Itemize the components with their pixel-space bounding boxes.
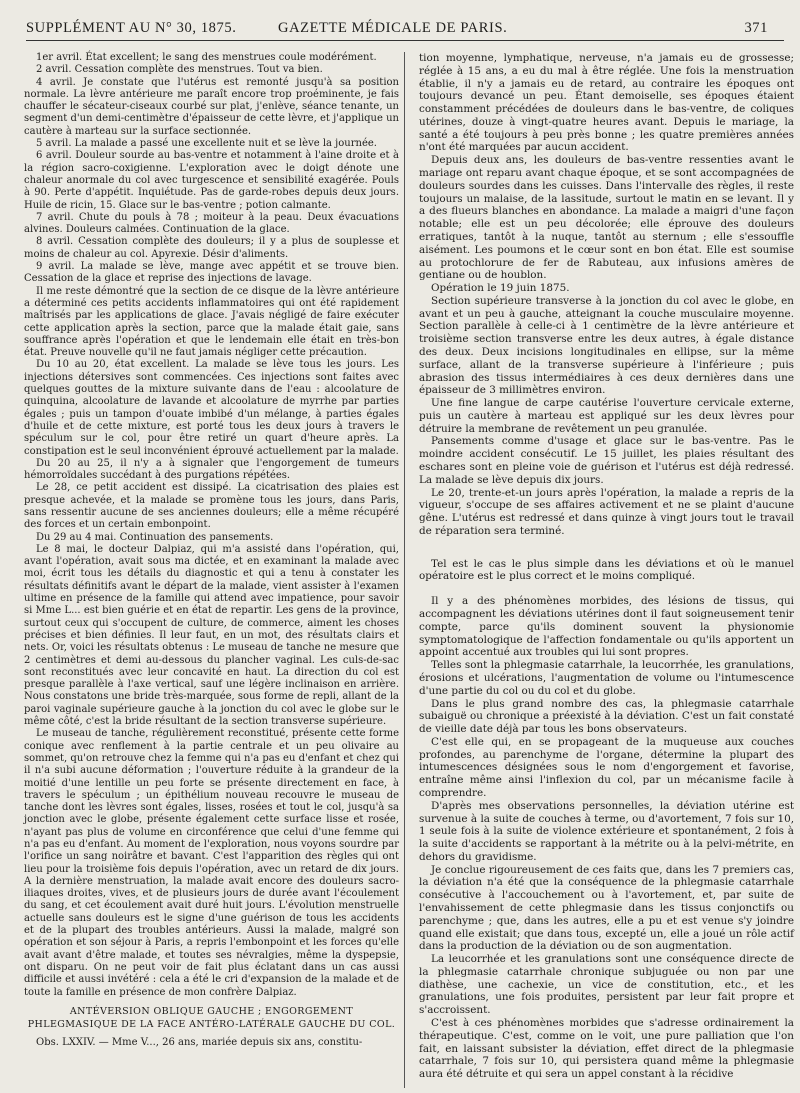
- paragraph: Opération le 19 juin 1875.: [431, 282, 570, 295]
- right-column: [419, 52, 794, 1081]
- paragraph: Il me reste démontré que la section de ce disque de la lèvre antérieure a déterminé ces petits accidents inflammatoires qui ont été rapidement maîtrisés par les applications de glace. J'avais négligé de faire exécuter cette application après la section, parce que la malade était gaie, sans souffrance après l'opération et que le lendemain elle était en très-bon état. Preuve nouvelle qu'il ne faut jamais négliger cette précaution.: [24, 285, 399, 359]
- paragraph: Le museau de tanche, régulièrement reconstitué, présente cette forme conique avec renflement à la partie centrale et un peu olivaire au sommet, qu'on retrouve chez la femme qui n'a pas eu d'enfant et chez qui il n'a subi aucune déformation ; l'ouverture réduite à la grandeur de la moitié d'une lentille un peu forte se présente directement en face, à travers le spéculum ; un épithélium nouveau recouvre le museau de tanche dont les lèvres sont égales, lisses, rosées et tout le col, jusqu'à sa jonction avec le globe, présente également cette surface lisse et rosée, n'ayant pas plus de volume en circonférence que celui d'une femme qui n'a pas eu d'enfant. Au moment de l'exploration, nous voyons sourdre par l'orifice un sang noirâtre et bavant. C'est l'apparition des règles qui ont lieu pour la troisième fois depuis l'opération, avec un retard de dix jours. A la dernière menstruation, la malade avait encore des douleurs sacro-iliaques droites, vives, et de plusieurs jours de durée avant l'écoulement du sang, et cet écoulement avait duré huit jours. L'évolution menstruelle actuelle sans douleurs est le signe d'une guérison de tous les accidents et de la plupart des troubles antérieurs. Aussi la malade, malgré son opération et son séjour à Paris, a repris l'embonpoint et les forces qu'elle avait avant d'être malade, et toutes ses névralgies, même la dyspepsie, ont disparu. On ne peut voir de fait plus éclatant dans un cas aussi difficile et aussi invétéré : cela a été le cri d'expansion de la malade et de toute la famille en présence de mon confrère Dalpiaz.: [24, 728, 399, 998]
- paragraph: Du 10 au 20, état excellent. La malade se lève tous les jours. Les injections détersives sont commencées. Ces injections sont faites avec quelques gouttes de la mixture suivante dans de l'eau : alcoolature de quinquina, alcoolature de lavande et alcoolature de myrrhe par parties égales ; puis un tampon d'ouate imbibé d'un mélange, à parties égales d'huile et de cette mixture, est porté tous les deux jours à travers le spéculum sur le col, pour être retiré un quart d'heure après. La constipation est le seul inconvénient éprouvé actuellement par la malade.: [24, 359, 399, 457]
- paragraph: 5 avril. La malade a passé une excellente nuit et se lève la journée.: [36, 138, 377, 150]
- paragraph: 6 avril. Douleur sourde au bas-ventre et notamment à l'aine droite et à la région sacro-coxigienne. L'exploration avec le doigt dénote une chaleur anormale du col avec turgescence et sensibilité exagérée. Pouls à 90. Perte d'appétit. Inquiétude. Pas de garde-robes depuis deux jours. Huile de ricin, 15. Glace sur le bas-ventre ; potion calmante.: [24, 150, 399, 211]
- paragraph: Je conclue rigoureusement de ces faits que, dans les 7 premiers cas, la déviation n'a été que la conséquence de la phlegmasie catarrhale consécutive à l'accouchement ou à l'avortement, et, par suite de l'envahissement de cette phlegmasie dans les tissus conjonctifs ou parenchyme ; que, dans les autres, elle a pu et est venue s'y joindre quand elle existait; que dans tous, excepté un, elle a joué un rôle actif dans la production de la déviation ou de son augmentation.: [419, 863, 794, 953]
- paragraph: Dans le plus grand nombre des cas, la phlegmasie catarrhale subaiguë ou chronique a préexisté à la déviation. C'est un fait constaté de vieille date déjà par tous les bons observateurs.: [419, 697, 794, 736]
- paragraph: tion moyenne, lymphatique, nerveuse, n'a jamais eu de grossesse; réglée à 15 ans, a eu du mal à être réglée. Une fois la menstruation établie, il n'y a jamais eu de retard, au contraire les époques ont toujours devancé un peu. Étant demoiselle, ses époques étaient constamment précédées de douleurs dans le bas-ventre, de coliques utérines, douze à vingt-quatre heures avant. Depuis le mariage, la santé a été toujours à peu près bonne ; les quatre premières années n'ont été marquées par aucun accident.: [419, 52, 794, 154]
- paragraph: Depuis deux ans, les douleurs de bas-ventre ressenties avant le mariage ont reparu avant chaque époque, et se sont accompagnées de douleurs sourdes dans les cuisses. Dans l'intervalle des règles, il reste toujours un malaise, de la lassitude, surtout le matin en se levant. Il y a des flueurs blanches en abondance. La malade a maigri d'une façon notable; elle est un peu décolorée; elle éprouve des douleurs erratiques, tantôt à la nuque, tantôt au sternum ; elle s'essouffle aisément. Les poumons et le cœur sont en bon état. Elle est soumise au protochlorure de fer de Rabuteau, aux infusions amères de gentiane ou de houblon.: [419, 154, 794, 282]
- paragraph: Le 20, trente-et-un jours après l'opération, la malade a repris de la vigueur, s'occupe de ses affaires activement et ne se plaint d'aucune gêne. L'utérus est redressé et dans quinze à vingt jours tout le travail de réparation sera terminé.: [419, 486, 794, 537]
- paragraph: Le 28, ce petit accident est dissipé. La cicatrisation des plaies est presque achevée, et la malade se promène tous les jours, dans Paris, sans ressentir aucune de ses anciennes douleurs; elle a même récupéré des forces et un certain embonpoint.: [24, 482, 399, 531]
- paragraph: Tel est le cas le plus simple dans les déviations et où le manuel opératoire est le plus correct et le moins compliqué.: [419, 557, 794, 583]
- left-column: [24, 52, 399, 1049]
- paragraph: La leucorrhée et les granulations sont une conséquence directe de la phlegmasie catarrhale chronique subjuguée ou non par une diathèse, une cachexie, un vice de constitution, etc., et les granulations, une fois produites, persistent par leur fait propre et s'accroissent.: [419, 953, 794, 1017]
- paragraph: 8 avril. Cessation complète des douleurs; il y a plus de souplesse et moins de chaleur au col. Apyrexie. Désir d'aliments.: [24, 236, 399, 260]
- paragraph: Du 29 au 4 mai. Continuation des pansements.: [36, 531, 274, 543]
- page-header: [26, 14, 778, 40]
- paragraph: C'est elle qui, en se propageant de la muqueuse aux couches profondes, au parenchyme de l'organe, détermine la plupart des intumescences désignées sous le nom d'engorgement et favorise, entraîne même ainsi l'inflexion du col, par un mécanisme facile à comprendre.: [419, 735, 794, 799]
- paragraph: 1er avril. État excellent; le sang des menstrues coule modérément.: [36, 52, 377, 63]
- column-divider: [404, 52, 405, 1088]
- paragraph: 4 avril. Je constate que l'utérus est remonté jusqu'à sa position normale. La lèvre antérieure me paraît encore trop proéminente, je fais chauffer le sécateur-ciseaux courbé sur plat, j'enlève, séance tenante, un segment d'un demi-centimètre d'épaisseur de cette lèvre, et j'applique un cautère à marteau sur la surface sectionnée.: [24, 76, 399, 137]
- journal-title: GAZETTE MÉDICALE DE PARIS.: [278, 20, 508, 36]
- paragraph: Il y a des phénomènes morbides, des lésions de tissus, qui accompagnent les déviations utérines dont il faut soigneusement tenir compte, parce qu'ils dominent souvent la physionomie symptomatologique de l'affection fondamentale ou qu'ils apportent un appoint accentué aux troubles qui lui sont propres.: [419, 595, 794, 659]
- paragraph: C'est à ces phénomènes morbides que s'adresse ordinairement la thérapeutique. C'est, comme on le voit, une pure palliation que l'on fait, en laissant subsister la déviation, effet direct de la phlegmasie catarrhale, 7 fois sur 10, qui persistera quand même la phlegmasie aura été détruite et qui sera un appel constant à la récidive: [419, 1017, 794, 1081]
- supplement-label: SUPPLÉMENT AU N° 30, 1875.: [26, 20, 237, 36]
- paragraph: 2 avril. Cessation complète des menstrues. Tout va bien.: [36, 64, 323, 76]
- paragraph: 7 avril. Chute du pouls à 78 ; moiteur à la peau. Deux évacuations alvines. Douleurs calmées. Continuation de la glace.: [24, 211, 399, 236]
- header-rule: [26, 40, 784, 41]
- observation-start: Obs. LXXIV. — Mme V..., 26 ans, mariée depuis six ans, constitu-: [36, 1036, 363, 1048]
- paragraph: Une fine langue de carpe cautérise l'ouverture cervicale externe, puis un cautère à marteau est appliqué sur les deux lèvres pour détruire la membrane de revêtement un peu granulée.: [419, 397, 794, 435]
- paragraph: D'après mes observations personnelles, la déviation utérine est survenue à la suite de couches à terme, ou d'avortement, 7 fois sur 10, 1 seule fois à la suite de violence extérieure et spontanément, 2 fois à la suite d'accidents se rapportant à la métrite ou à la pelvi-métrite, en dehors du gravidisme.: [419, 799, 794, 863]
- paragraph: Telles sont la phlegmasie catarrhale, la leucorrhée, les granulations, érosions et ulcérations, l'augmentation de volume ou l'intumescence d'une partie du col ou du col et du globe.: [419, 659, 794, 697]
- paragraph: Du 20 au 25, il n'y a à signaler que l'engorgement de tumeurs hémorroïdales succédant à des purgations répétées.: [24, 457, 399, 482]
- section-subtitle: ANTÉVERSION OBLIQUE GAUCHE ; ENGORGEMENT PHLEGMASIQUE DE LA FACE ANTÉRO-LATÉRALE GAUCHE DU COL.: [27, 1005, 396, 1030]
- paragraph: Le 8 mai, le docteur Dalpiaz, qui m'a assisté dans l'opération, qui, avant l'opération, avait sous ma dictée, et en examinant la malade avec moi, écrit tous les détails du diagnostic et qui a tenu à constater les résultats définitifs avant le départ de la malade, vient assister à l'examen ultime en présence de la famille qui attend avec impatience, pour savoir si Mme L... est bien guérie et en état de repartir. Les gens de la province, surtout ceux qui s'occupent de culture, de commerce, aiment les choses précises et bien définies. Il leur faut, en un mot, des résultats clairs et nets. Or, voici les résultats obtenus : Le museau de tanche ne mesure que 2 centimètres et demi au-dessous du plancher vaginal. Les culs-de-sac sont reconstitués avec leur concavité en haut. La direction du col est presque parallèle à l'axe vertical, sauf une légère inclinaison en arrière. Nous constatons une bride très-marquée, sous forme de repli, allant de la paroi vaginale supérieure gauche à la jonction du col avec le globe sur le même côté, c'est la bride résultant de la section transverse supérieure.: [24, 543, 399, 728]
- paragraph: 9 avril. La malade se lève, mange avec appétit et se trouve bien. Cessation de la glace et reprise des injections de lavage.: [24, 261, 399, 285]
- paragraph: Section supérieure transverse à la jonction du col avec le globe, en avant et un peu à gauche, atteignant la couche musculaire moyenne. Section parallèle à celle-ci à 1 centimètre de la lèvre antérieure et troisième section transverse entre les deux autres, à égale distance des deux. Deux incisions longitudinales en ellipse, sur la même surface, allant de la transverse supérieure à l'inférieure ; puis abrasion des tissus intermédiaires à ces deux dernières dans une épaisseur de 3 millimètres environ.: [419, 294, 794, 397]
- page-number: 371: [744, 20, 768, 36]
- paragraph: Pansements comme d'usage et glace sur le bas-ventre. Pas le moindre accident consécutif. Le 15 juillet, les plaies résultant des eschares sont en pleine voie de guérison et l'utérus est déjà redressé. La malade se lève depuis dix jours.: [419, 435, 794, 486]
